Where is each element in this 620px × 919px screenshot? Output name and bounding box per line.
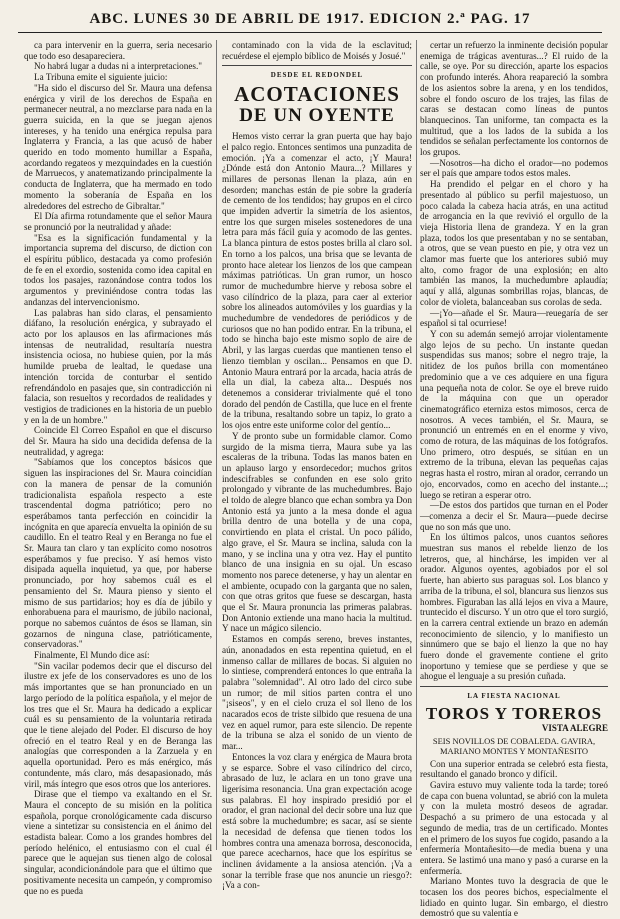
section-kicker: DESDE EL REDONDEL xyxy=(270,71,364,80)
paragraph: La Tribuna emite el siguiente juicio: xyxy=(34,72,168,83)
article-headline xyxy=(222,83,412,127)
paragraph: "Ha sido el discurso del Sr. Maura una defensa enérgica y viril de los derechos de España en permanecer neutral, a no mezclarse para nada en la guerra suicida, en la que se juegan ajenos intereses, y ha tenido una enérgica repulsa para Inglaterra y Francia, a las que acusó de haber querido en todo momento humillar a España, acordando regateos y mezquindades en la cuestión de Marruecos, y anatematizando principalmente la conducta de Inglaterra, que ha mermado en todo momento la soberanía de España en los alrededores del estrecho de Gibraltar." xyxy=(24,82,212,211)
paragraph: "Esa es la significación fundamental y la importancia suprema del discurso, de diction con el espíritu público, destacada ya como profesión de fe en el exordio, sostenida como idea capital en todos los pasajes, razonándose contra todos los argumentos y previniéndose contra todas las andanzas del intervencionismo. xyxy=(24,232,212,307)
paragraph: No habrá lugar a dudas ni a interpretaciones." xyxy=(34,61,203,72)
section-kicker: LA FIESTA NACIONAL xyxy=(467,692,561,701)
paragraph: En los últimos palcos, unos cuantos señores muestran sus manos el rebelde lienzo de los letreros, que, al hinchárse, les impiden ver al orador. Algunos oyentes, agobiados por el sol fuerte, han abierto sus paraguas sol. Los blanco y arriba de la tribuna, el sol, blancura sus lienzos sus hombres. Figuraban las allá lejos en viva a Maure, truntecido el discurso. Y un otro que el toro surgió, en la carrera central extiende un brazo en ademán reconocimiento de silencio, y lo manifiesto un sinnúmero que se bajo el lienzo la que no hay fuero donde el gravemente contiene el grito inoportuno y temiese que se perdiese y que se ahogue el lenguaje a su presión cuñada. xyxy=(420,532,608,682)
column-divider xyxy=(416,40,417,850)
paragraph: Dirase que el tiempo va exaltando en el Sr. Maura el concepto de su misión en la política española, porque cronológicamente cada discurso viene a sintetizar su consistencia en el ánimo del estadista balear. Como a los grandes hombres del período helénico, el entusiasmo con el cual él parece que le aquejan sus tienen algo de colosal singular, acondicionándole para que el último que positivamente necesita un campeón, y compromiso que no es pueda xyxy=(24,789,212,896)
paragraph: Con una superior entrada se celebró esta fiesta, resultando el ganado bronco y difícil. xyxy=(420,758,608,780)
paragraph: Estamos en compás sereno, breves instantes, aún, anonadados en esta repentina quietud, en el inmenso callar de millares de bocas. Si alguien no lo sintiese, comprenderá entonces lo que entraña la palabra "solemnidad". Al otro lado del circo sube un rumor; de mil sitios parten contra el uno "¡siseos", y en el cielo cruza el sol lleno de los nacarados ecos de triste silbido que resuena de una vez en aquel rumor, para este silencio. De repente de la tribuna se alza el sonido de un viento de mar... xyxy=(222,634,412,752)
headline-line-2: DE UN OYENTE xyxy=(239,105,395,127)
paragraph: —De estos dos partidos que turnan en el Poder—comenza a decir el Sr. Maura—puede decirse que no son más que uno. xyxy=(420,500,608,532)
paragraph: Las palabras han sido claras, el pensamiento diáfano, la resolución enérgica, y subrayado el acto por los aplausos en las afirmaciones más intensas de neutralidad, resultaría nuestra insistencia ociosa, no hubiese quien, por la más humilde prueba de lealtad, le quedase una intención torcida de conturbar el sentido refrendándolo en pasajes que, sin contradicción ni falacia, son resueltos y recordados de realidades y vestigios de tradiciones en la historia de un pueblo y en la de un hombre." xyxy=(24,307,212,425)
column-2 xyxy=(222,40,412,891)
bullfight-headline: TOROS Y TOREROS xyxy=(425,703,603,723)
paragraph: —Nosotros—ha dicho el orador—no podemos ser el país que ampare todos estos males. xyxy=(420,157,608,179)
venue-label: VISTA ALEGRE xyxy=(541,722,608,733)
column-1 xyxy=(24,40,212,896)
paragraph: contaminado con la vida de la esclavitud; recuérdese el ejemplo bíblico de Moisés y Josué." xyxy=(222,40,412,61)
bullfight-subhead: SEIS NOVILLOS DE COBALEDA. GAVIRA, MARIANO MONTES Y MONTAÑESITO xyxy=(432,735,596,756)
page-header: ABC. LUNES 30 DE ABRIL DE 1917. EDICION 2.ª PAG. 17 xyxy=(18,6,602,33)
paragraph: Finalmente, El Mundo dice así: xyxy=(34,650,150,661)
paragraph: ca para intervenir en la guerra, seria necesario que todo eso desapareciera. xyxy=(24,40,212,61)
paragraph: Coincide El Correo Español en que el discurso del Sr. Maura ha sido una decidida defensa de la neutralidad, y agrega: xyxy=(24,425,212,457)
divider xyxy=(420,686,608,687)
column-3 xyxy=(420,40,608,919)
paragraph: Y de pronto sube un formidable clamor. Como surgido de la misma tierra, Maura sube ya las escaleras de la tribuna. Todas las manos baten en un aplauso largo y ensordecedor; muchos gritos indescifrables se confunden en ese solo grito prolongado y vibrante de las muchedumbres. Bajo el toldo de alegre blanco que echan sombra ya Don Antonio está ya junto a la mesa donde el agua brilla dentro de una botella y de una copa, convirtiendo en plata el cristal. Un poco pálido, algo grave, el Sr. Maura se inclina, saluda con la mano, y se inclina una y otra vez. Hay el puntito blanco de una insignia en su ojal. Un escaso momento nos parece detenerse, y hay un alentar en el ambiente, ocupado con la garganta que no salen, con que otras gritos que fuese se descargan, hasta que el Sr. Maura pronuncia las primeras palabras. Don Antonio extiende una mano hacia la multitud. Y nace un mágico silencio. xyxy=(222,430,412,634)
divider xyxy=(222,65,412,66)
paragraph: "Sin vacilar podemos decir que el discurso del ilustre ex jefe de los conservadores es uno de los más importantes que se han pronunciado en un largo período de la política española, y el mejor de los tres que el Sr. Maura ha dedicado a explicar cuál es su pensamiento de la voluntaria retirada que le tiene alejado del Poder. El discurso de hoy ofreció en el teatro Real y en de Beranga las analogías que corresponden a la Zarzuela y en aquella oportunidad. Pero es más enérgico, más contundente, más claro, más desapasionado, más viril, más íntegro que esos otros que los anteriores. xyxy=(24,660,212,789)
headline-line-1: ACOTACIONES xyxy=(234,82,400,107)
paragraph: Ha prendido el pelgar en el choro y ha presentado al público su perfil majestuoso, un poco calada la cabeza hacia atrás, en una actitud de arrogancia en la que revivió el orgullo de la vieja Historia llena de grandeza. Y en la gran plaza, todos los que presentaban y no se sentaban, a otros, que se vean puesto en pie, y otra vez un clamor mas fuerte que los anteriores subió muy alto, como fragor de una explosión; en alto también las manos, la muchedumbre aplaudía; aquí y allá, algunas sombrillas rojas, blancas, de color de violeta, balanceaban sus corolas de seda. xyxy=(420,179,608,307)
paragraph: El Día afirma rotundamente que el señor Maura se pronunció por la neutralidad y añade: xyxy=(24,211,212,232)
paragraph: —¡Yo—añade el Sr. Maura—reuegaría de ser español si tal ocurriese! xyxy=(420,307,608,329)
paragraph: Mariano Montes tuvo la desgracia de que le tocasen los dos peores bichos, especialmente el lidiado en quinto lugar. Sin embargo, el diestro demostró que su valentía e xyxy=(420,876,608,919)
paragraph: Gavira estuvo muy valiente toda la tarde; toreó de capa con buena voluntad, se abrió con la muleta y con la muleta mostró deseos de agradar. Despachó a su primero de una estocada y al segundo de media, tras de un certificado. Montes en el primero de los suyos fue cogido, pasando a la enfermería Montañesito—de media buena y una entera. Se lastimó una mano y pasó a curarse en la enfermería. xyxy=(420,780,608,876)
paragraph: certar un refuerzo la inminente decisión popular enemiga de trágicas aventuras...? El ruido de la calle, se oye. Por su dirección, aparte los espacios con profundo interés. Ahora reapareció la sombra de los asientos sobre la arena, y en los tendidos, sobre el fondo oscuro de los trajes, las filas de caras se destacan como líneas de puntos blanquecinos. Tan uniforme, tan compacta es la multitud, que a los lados de la subida a los tendidos se señalan perfectamente los contornos de los grupos. xyxy=(420,40,608,158)
column-divider xyxy=(216,40,217,850)
paragraph: Entonces la voz clara y enérgica de Maura brota y se esparce. Sobre el vaso cilíndrico del circo, abrasado de luz, le aclara en un tono grave una ligerísima resonancia. Una gran expectación acoge sus palabras. El hoy inspirado presidió por el orador, el gran nacional del decir sobre una luz que está sobre la muchedumbre; es sacar, así se siente la necesidad de defensa que tienen todos los hombres contra una amenaza borrosa, desconocida, que parece acecharnos, hace que los espíritus se inclinen ávidamente a la ansiosa atención. ¡Va a sonar la terrible frase que nos anuncie un riesgo?: ¡Va a con- xyxy=(222,751,412,891)
paragraph: "Sabíamos que los conceptos básicos que siguen las inspiraciones del Sr. Maura coincidían con la manera de pensar de la comunión tradicionalista española respecto a este trascendental dogma patriótico; pero no esperábamos tanta perfección en coincidir la incógnita en que aparecía envuelta la opinión de su caudillo. En el teatro Real y en Beranga no fue el Sr. Maura tan claro y tan explícito como nosotros esperábamos y fue preciso. Y así hemos visto disipada aquella inquietud, ya que, por haberse pronunciado, por hoy sabemos cuál es el pensamiento del Sr. Maura pienso y siento el mismo de sus partidarios; hoy es día de júbilo y enhorabuena para el maurismo, de júbilo nacional, porque no sabemos cuántos de ésos se llaman, sin gozarnos de ninguna clase, patrióticamente, conservadoras." xyxy=(24,457,212,650)
paragraph: Hemos visto cerrar la gran puerta que hay bajo el palco regio. Entonces sentimos una punzadita de emoción. ¡Ya a comenzar el acto, ¡Y Maura! ¿Dónde está don Antonio Maura...? Millares y millares de personas llenan la plaza, aún en desorden; manchas están de pie sobre la gradería de cemento de los tendidos; hay grupos en el circo que impiden advertir la simetría de los asientos, entre los que surgen miseles sostenedores de una letra para más fácil guía y acomodo de las gentes. La blanca pintura de estos postes brilla al claro sol. En torno a los palcos, una brisa que se levanta de pronto hace aletear los lienzos de los que campean máximas patrióticas. Un gran rumor, un hosco rumor de muchedumbre hierve y rebosa sobre el vaso cilíndrico de la plaza, para caer al exterior sobre los alineados automóviles y los guardias y la muchedumbre de vendedores de periódicos y de curiosos que no han podido entrar. En la tribuna, el todo se hincha bajo este mismo soplo de aire de Abril, y las largas cuerdas que mantienen tenso el lienzo tiemblan y oscilan... Pensamos en que D. Antonio Maura entrará por la arcada, hacia atrás de ella un dial, la cabeza alta... Después nos detenemos a considerar trivialmente qué el tono dorado del pendón de Castilla, que luce en el frente de la tribuna, resaltando sobre un tapiz, lo grato a los ojos entre este uniforme color del gentío... xyxy=(222,131,412,431)
paragraph: Y con su ademán semejó arrojar violentamente algo lejos de su pecho. Un instante quedan suspendidas sus manos; sobre el negro traje, la nitidez de los puños brilla con momentáneo predominio que a ve ces adquiere en una figura una pequeña nota de color. Se oye el breve ruido de la máquina con que un operador cinematográfico eterniza estos mimosos, cerca de nosotros. A veces también, el Sr. Maura, se pronunció un entremés en en el enorme y vivo, como de rotura, de las máquinas de los fotógrafos. Uno primero, otro después, se sitúan en un extremo de la tribuna, elevan las pequeñas cajas negras hasta el rostro, miran al orador, cerrando un ojo, encorvados, como en acecho del instante...; luego se retiran a esperar otro. xyxy=(420,328,608,500)
